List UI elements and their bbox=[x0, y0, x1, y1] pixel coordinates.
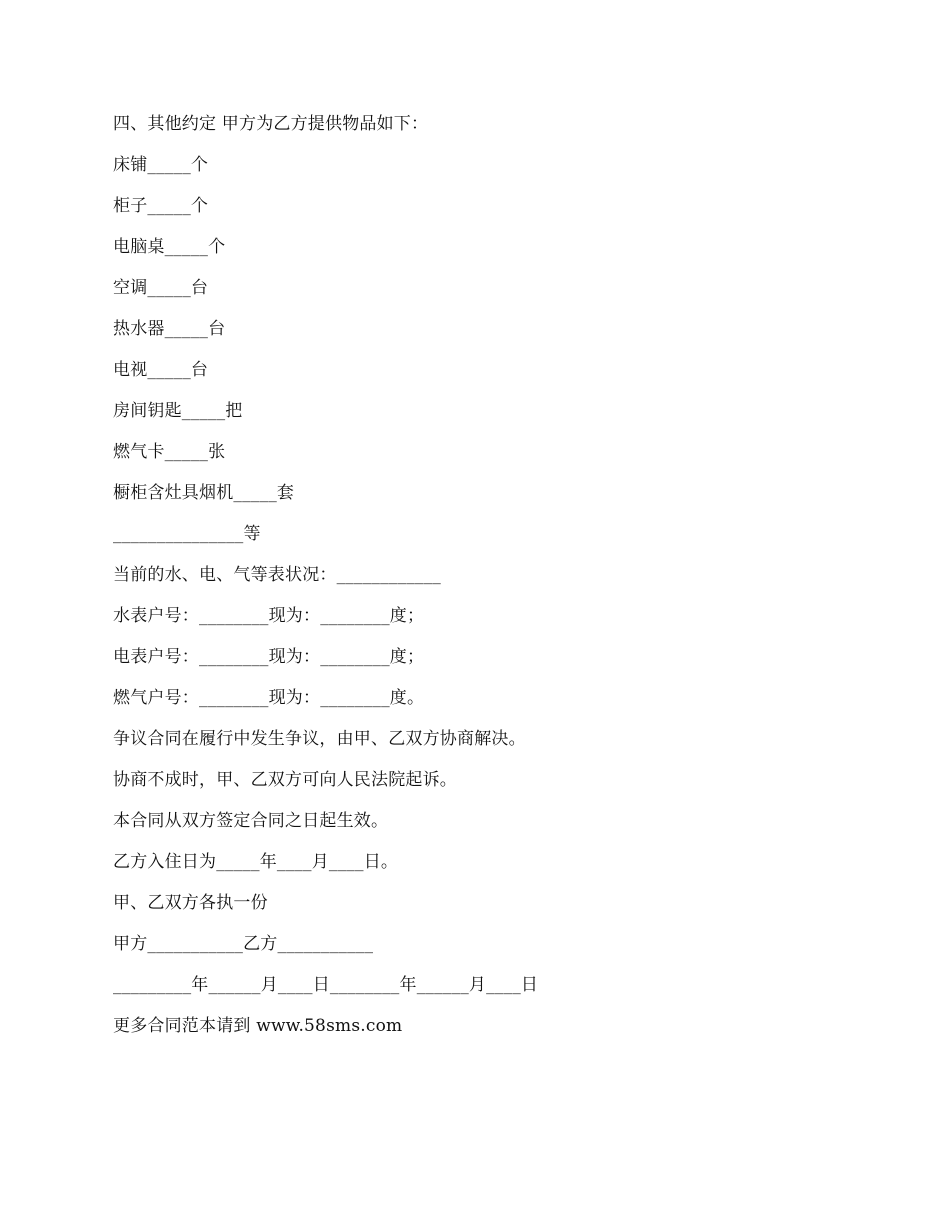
copies-clause: 甲、乙双方各执一份 bbox=[113, 893, 268, 913]
water-meter-line: 水表户号：________现为：________度； bbox=[113, 606, 425, 626]
item-room-keys-line: 房间钥匙_____把 bbox=[113, 401, 243, 421]
signature-parties-line: 甲方___________乙方___________ bbox=[113, 934, 374, 954]
gas-meter-line: 燃气户号：________现为：________度。 bbox=[113, 688, 425, 708]
section-heading-other-agreements: 四、其他约定 甲方为乙方提供物品如下： bbox=[113, 114, 429, 134]
item-air-conditioner-line: 空调_____台 bbox=[113, 278, 209, 298]
signature-dates-line: _________年______月____日________年______月____日 bbox=[113, 975, 539, 995]
item-bed-line: 床铺_____个 bbox=[113, 155, 209, 175]
item-computer-desk-line: 电脑桌_____个 bbox=[113, 237, 226, 257]
item-tv-line: 电视_____台 bbox=[113, 360, 209, 380]
item-cabinet-line: 柜子_____个 bbox=[113, 196, 209, 216]
litigation-clause: 协商不成时，甲、乙双方可向人民法院起诉。 bbox=[113, 770, 457, 790]
electric-meter-line: 电表户号：________现为：________度； bbox=[113, 647, 425, 667]
effective-clause: 本合同从双方签定合同之日起生效。 bbox=[113, 811, 389, 831]
item-kitchen-cabinet-line: 橱柜含灶具烟机_____套 bbox=[113, 483, 295, 503]
item-etc-line: _______________等 bbox=[113, 524, 261, 544]
footer-more-templates: 更多合同范本请到 www.58sms.com bbox=[113, 1016, 403, 1036]
document-body bbox=[113, 114, 833, 1057]
dispute-clause: 争议合同在履行中发生争议，由甲、乙双方协商解决。 bbox=[113, 729, 526, 749]
meter-status-line: 当前的水、电、气等表状况：____________ bbox=[113, 565, 441, 585]
move-in-date-line: 乙方入住日为_____年____月____日。 bbox=[113, 852, 399, 872]
item-water-heater-line: 热水器_____台 bbox=[113, 319, 226, 339]
item-gas-card-line: 燃气卡_____张 bbox=[113, 442, 226, 462]
